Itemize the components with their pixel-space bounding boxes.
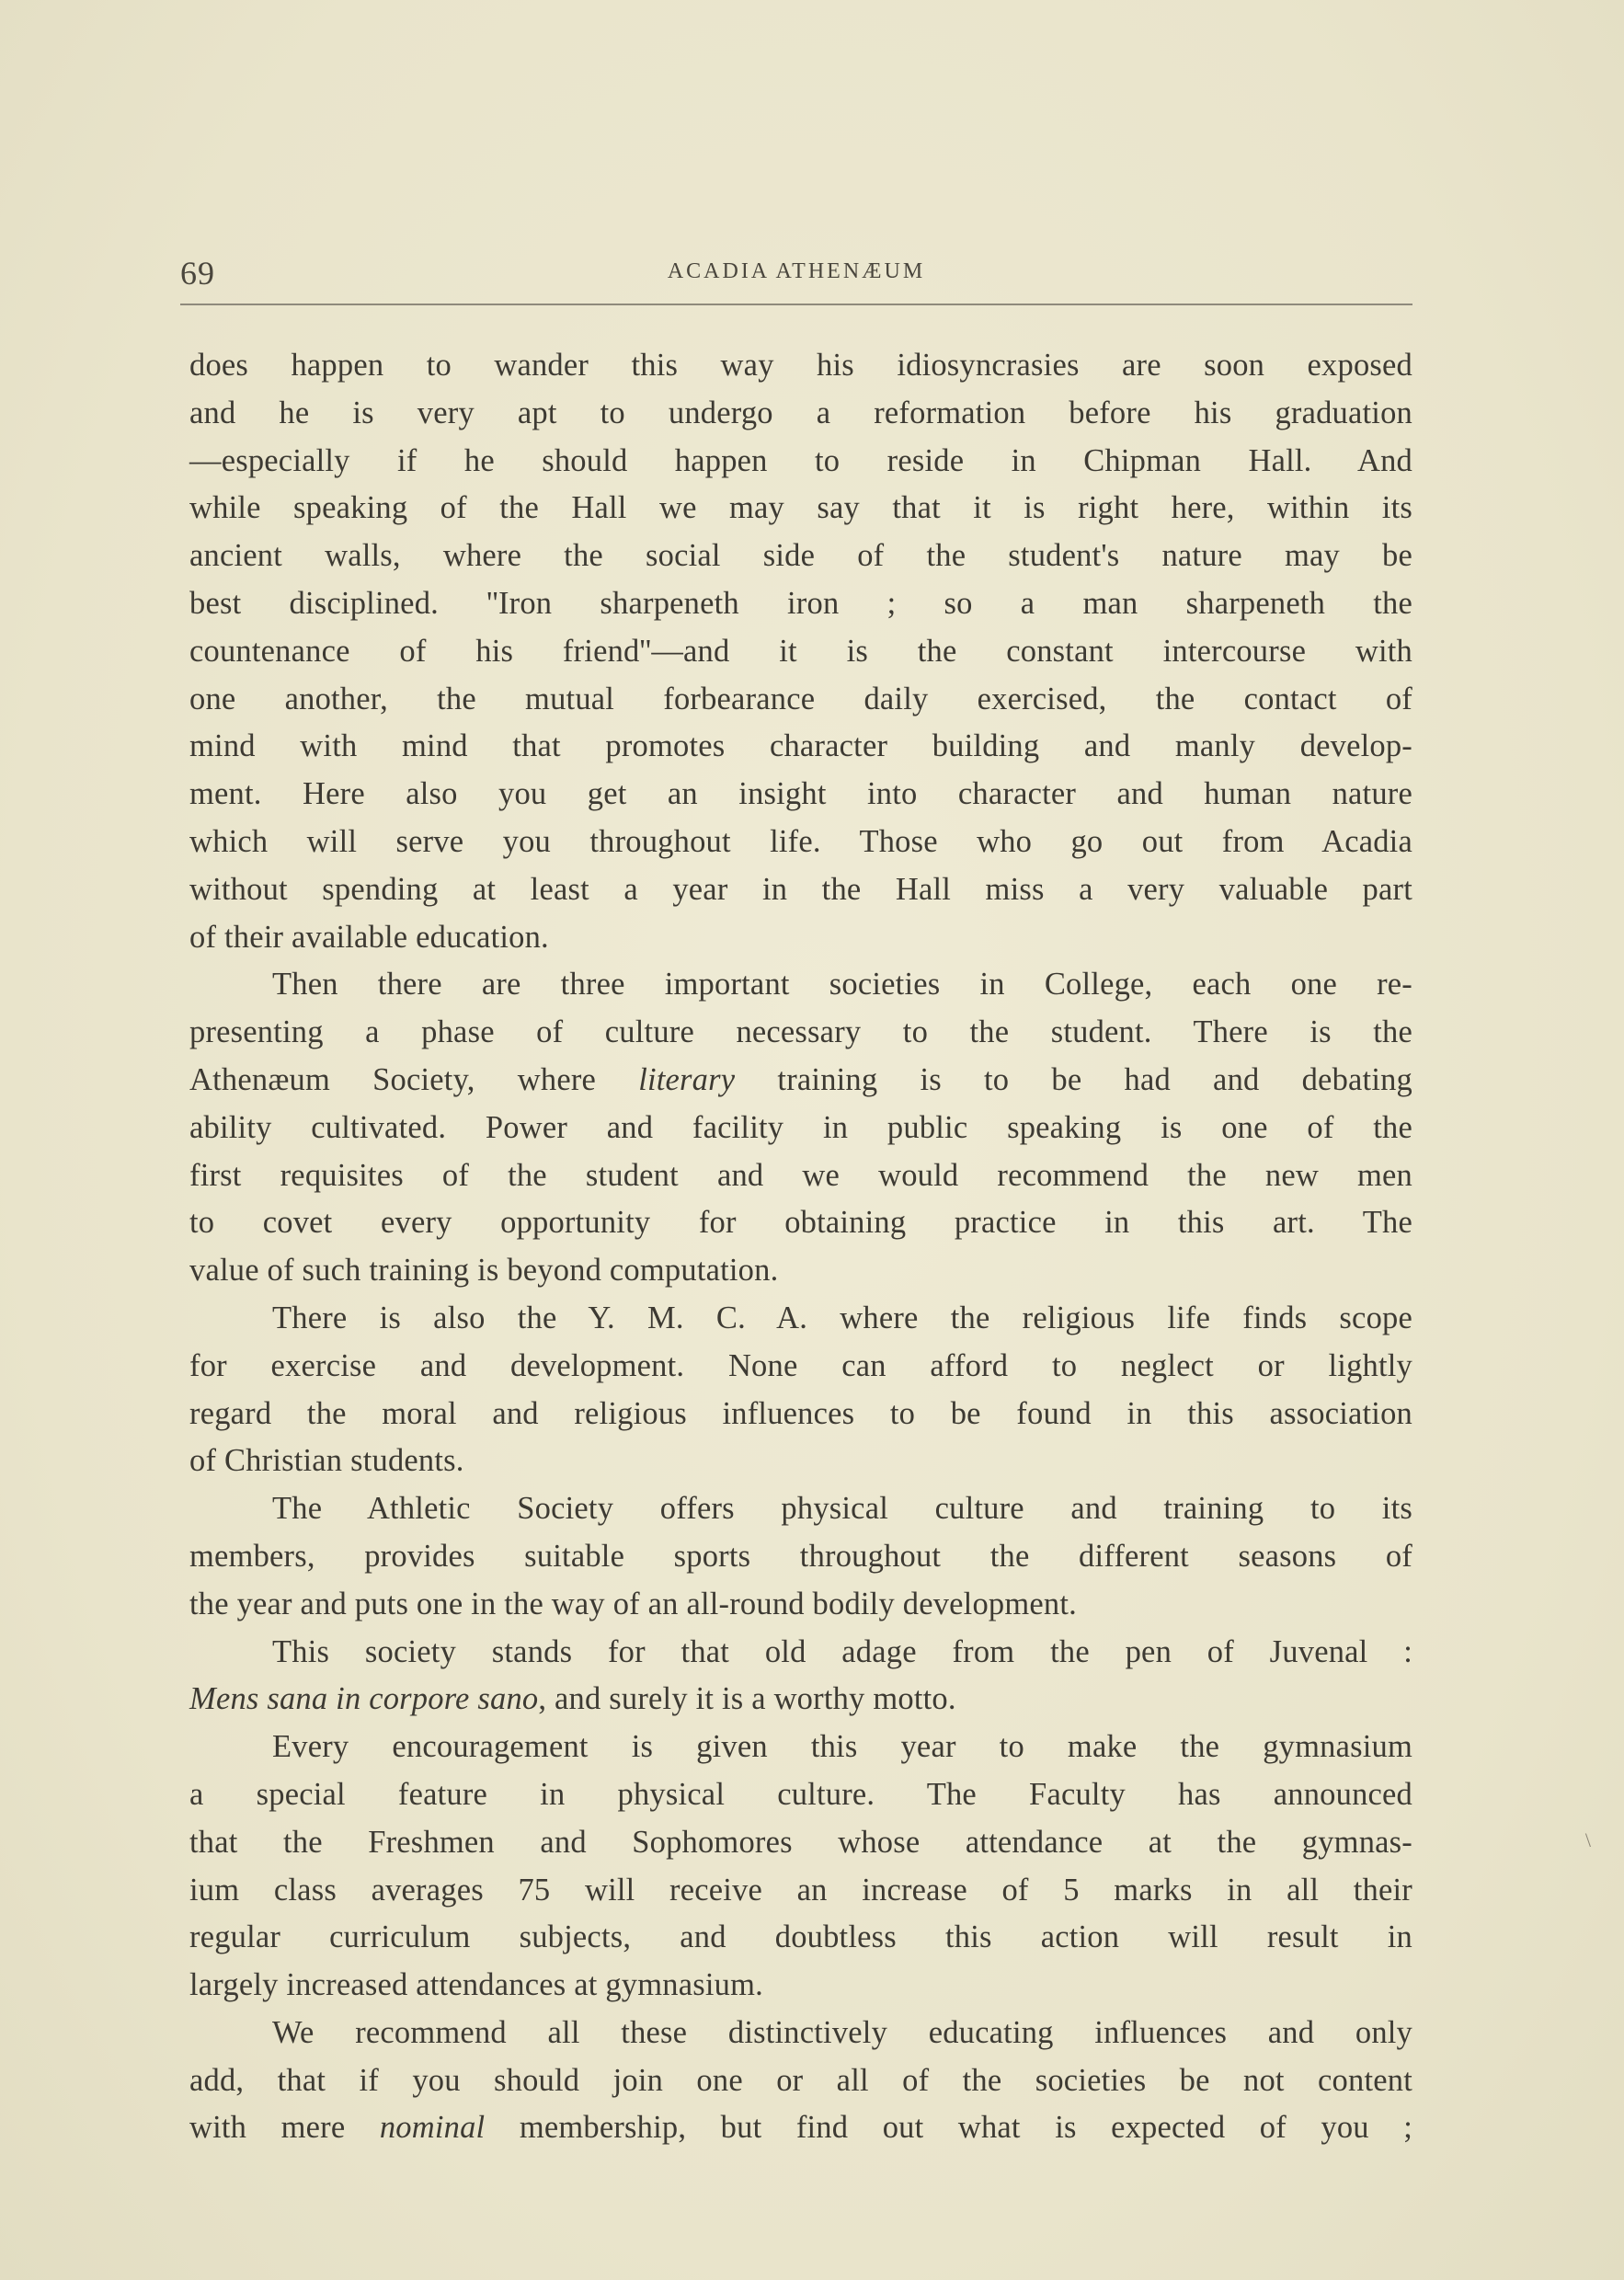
page-header xyxy=(180,254,1412,300)
body-text xyxy=(189,342,1412,2152)
text-line: and he is very apt to undergo a reformation before his graduation xyxy=(189,395,1412,430)
text-line: first requisites of the student and we would recommend the new men xyxy=(189,1157,1412,1193)
italic-phrase: literary xyxy=(638,1061,736,1097)
text-line: Every encouragement is given this year to make the gymnasium xyxy=(272,1729,1412,1765)
text-line: ability cultivated. Power and facility in public speaking is one of the xyxy=(189,1109,1412,1145)
text-line: We recommend all these distinctively educating influences and only xyxy=(272,2014,1412,2050)
text-line: There is also the Y. M. C. A. where the religious life finds scope xyxy=(272,1300,1412,1335)
text-line: to covet every opportunity for obtaining practice in this art. The xyxy=(189,1205,1412,1241)
text-line: for exercise and development. None can afford to neglect or lightly xyxy=(189,1347,1412,1383)
text-line: a special feature in physical culture. The Faculty has announced xyxy=(189,1776,1412,1812)
running-head: ACADIA ATHENÆUM xyxy=(667,259,926,283)
page-number: 69 xyxy=(180,255,215,292)
text-line: members, provides suitable sports throughout the different seasons of xyxy=(189,1538,1412,1574)
text-line: ancient walls, where the social side of the student's nature may be xyxy=(189,538,1412,574)
text-line: without spending at least a year in the Hall miss a very valuable part xyxy=(189,871,1412,907)
text-line: regard the moral and religious influences to be found in this association xyxy=(189,1395,1412,1431)
text-line: value of such training is beyond computation. xyxy=(189,1253,779,1289)
margin-mark: \ xyxy=(1584,1828,1591,1851)
text-line: largely increased attendances at gymnasium. xyxy=(189,1967,763,2003)
text-line: the year and puts one in the way of an all-round bodily development. xyxy=(189,1586,1077,1621)
text-line: of their available education. xyxy=(189,919,549,955)
italic-phrase: Mens sana in corpore sano xyxy=(189,1681,539,1717)
text-line: countenance of his friend''—and it is the constant intercourse with xyxy=(189,633,1412,669)
text-line: while speaking of the Hall we may say that it is right here, within its xyxy=(189,490,1412,526)
text-line: ment. Here also you get an insight into character and human nature xyxy=(189,776,1412,812)
text-line: presenting a phase of culture necessary to the student. There is the xyxy=(189,1014,1412,1050)
text-line: ium class averages 75 will receive an increase of 5 marks in all their xyxy=(189,1872,1412,1908)
text-line: with mere nominal membership, but find out what is expected of you ; xyxy=(189,2110,1412,2146)
text-line: that the Freshmen and Sophomores whose attendance at the gymnas- xyxy=(189,1824,1412,1860)
text-line: one another, the mutual forbearance daily exercised, the contact of xyxy=(189,681,1412,716)
text-line: best disciplined. ''Iron sharpeneth iron ; so a man sharpeneth the xyxy=(189,585,1412,621)
text-line: mind with mind that promotes character building and manly develop- xyxy=(189,728,1412,764)
italic-phrase: nominal xyxy=(379,2110,486,2146)
text-line: does happen to wander this way his idiosyncrasies are soon exposed xyxy=(189,348,1412,383)
text-line: which will serve you throughout life. Those who go out from Acadia xyxy=(189,823,1412,859)
header-rule xyxy=(180,304,1412,305)
text-line: This society stands for that old adage from the pen of Juvenal : xyxy=(272,1633,1412,1669)
text-line: Then there are three important societies in College, each one re- xyxy=(272,967,1412,1003)
text-line: Mens sana in corpore sano, and surely it is a worthy motto. xyxy=(189,1681,956,1717)
text-line: —especially if he should happen to reside in Chipman Hall. And xyxy=(189,442,1412,478)
text-line: of Christian students. xyxy=(189,1443,464,1479)
text-line: Athenæum Society, where literary training is to be had and debating xyxy=(189,1061,1413,1097)
text-line: The Athletic Society offers physical culture and training to its xyxy=(272,1491,1412,1527)
text-line: add, that if you should join one or all of the societies be not content xyxy=(189,2062,1412,2098)
text-line: regular curriculum subjects, and doubtless this action will result in xyxy=(189,1919,1412,1955)
